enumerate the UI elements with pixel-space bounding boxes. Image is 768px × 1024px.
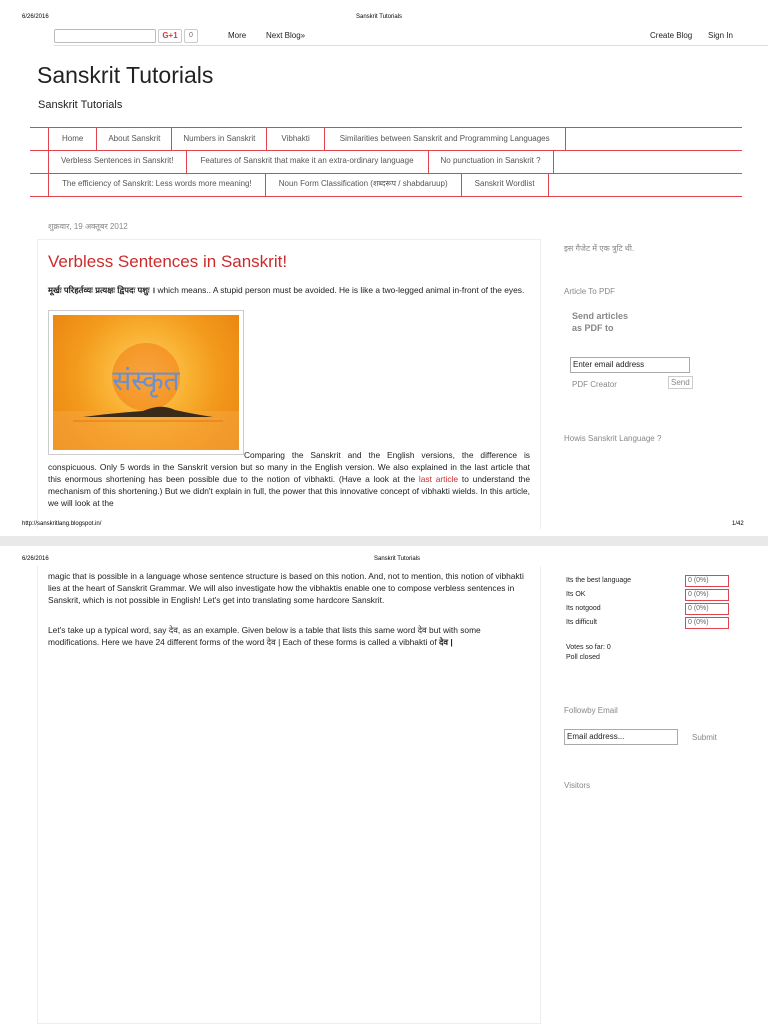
tab-features[interactable]: Features of Sanskrit that make it an extra-ordinary language — [186, 150, 428, 173]
poll-heading: Howis Sanskrit Language ? — [564, 434, 662, 443]
tab-noun-form[interactable]: Noun Form Classification (शब्दरूप / shabdaruup) — [265, 173, 461, 196]
more-link[interactable]: More — [228, 31, 247, 40]
tab-home[interactable]: Home — [48, 128, 96, 150]
poll-option-bar[interactable]: 0 (0%) — [685, 603, 729, 615]
page-footer-number: 1/42 — [732, 521, 744, 527]
poll-closed: Poll closed — [566, 654, 600, 661]
pdf-line-1: Send articles — [572, 311, 629, 321]
post-paragraph-1 — [48, 449, 530, 513]
para3-deva: देव | — [438, 637, 453, 647]
visitors-heading: Visitors — [564, 781, 591, 790]
poll-votes: Votes so far: 0 — [566, 644, 611, 651]
page-separator — [0, 536, 768, 546]
image-caption-sanskrit: संस्कृत — [112, 364, 180, 397]
sign-in-link[interactable]: Sign In — [708, 31, 733, 40]
pdf-email-input[interactable]: Enter email address — [570, 357, 690, 373]
navbar-divider — [54, 45, 768, 46]
tabs-row-3 — [48, 173, 549, 197]
follow-email-heading: Followby Email — [564, 706, 618, 715]
post-paragraph-2: magic that is possible in a language whose sentence structure is based on this notion. And, not to mention, this notion of vibhakti lies at the heart of Sanskrit Grammar. We will also investigate how the vibhaktis enable one to compose verbless sentences in Sanskrit, which is not possible in English! Let's get into translating some hardcore Sanskrit. — [48, 571, 524, 605]
post-paragraph-3 — [48, 624, 530, 648]
para1-text: Comparing the Sanskrit and the English versions, the difference is conspicuous. Only 5 words in the Sanskrit version but so many in the English version. We also explained in the last article that this enormous shortening has been possible due to the notion of vibhakti. (Have a look at the — [48, 450, 530, 484]
navbar-search-input[interactable] — [54, 29, 156, 43]
pdf-line-2: as PDF to — [572, 323, 614, 333]
gplus-button[interactable]: G+1 — [158, 29, 182, 43]
intro-translation: which means.. A stupid person must be avoided. He is like a two-legged animal in-front of the eyes. — [155, 285, 525, 295]
follow-submit-button[interactable]: Submit — [692, 733, 717, 742]
tab-about-sanskrit[interactable]: About Sanskrit — [96, 128, 171, 150]
poll-option-bar[interactable]: 0 (0%) — [685, 589, 729, 601]
article-pdf-heading: Article To PDF — [564, 287, 615, 296]
poll-option-label: Its OK — [566, 591, 586, 598]
tabs-row-2 — [48, 150, 554, 174]
para1-after: to understand the mechanism of this shortening.) But we didn't explain in full, the power that this innovative concept of vibhakti wields. In this article, we will look at the — [48, 474, 530, 508]
blog-title[interactable]: Sanskrit Tutorials — [37, 62, 214, 88]
page-header-date: 6/26/2016 — [22, 14, 49, 20]
follow-email-input[interactable]: Email address... — [564, 729, 678, 745]
poll-option-bar[interactable]: 0 (0%) — [685, 617, 729, 629]
pdf-send-button[interactable]: Send — [668, 376, 693, 389]
pdf-creator-link[interactable]: PDF Creator — [572, 380, 617, 389]
sanskrit-image — [48, 310, 244, 455]
poll-option-label: Its the best language — [566, 577, 631, 584]
post-date: शुक्रवार, 19 अक्तूबर 2012 — [48, 222, 128, 231]
tab-no-punctuation[interactable]: No punctuation in Sanskrit ? — [428, 150, 554, 173]
post-title[interactable]: Verbless Sentences in Sanskrit! — [48, 252, 288, 271]
blog-description: Sanskrit Tutorials — [38, 99, 123, 111]
last-article-link[interactable]: last article — [418, 474, 459, 484]
page-footer-url: http://sanskritlang.blogspot.in/ — [22, 521, 102, 527]
intro-sanskrit-quote: मूर्खः परिहर्तव्यः प्रत्यक्षः द्विपदः पशुः । — [48, 285, 156, 295]
poll-option-bar[interactable]: 0 (0%) — [685, 575, 729, 587]
para3-text: Let's take up a typical word, say देव, as an example. Given below is a table that lists this same word देव but with some modifications. Here we have 24 different forms of the word देव | Each of these forms is called a vibhakti of — [48, 625, 481, 647]
tab-verbless[interactable]: Verbless Sentences in Sanskrit! — [48, 150, 186, 173]
tab-wordlist[interactable]: Sanskrit Wordlist — [461, 173, 549, 196]
page-header-title: Sanskrit Tutorials — [356, 14, 403, 20]
post-intro — [48, 284, 530, 296]
poll-option-label: Its notgood — [566, 605, 601, 612]
tab-numbers[interactable]: Numbers in Sanskrit — [171, 128, 266, 150]
next-blog-link[interactable]: Next Blog» — [266, 31, 306, 40]
page2-header-date: 6/26/2016 — [22, 556, 49, 562]
tab-vibhakti[interactable]: Vibhakti — [266, 128, 323, 150]
tabs-row-1 — [48, 127, 566, 151]
poll-option-label: Its difficult — [566, 619, 597, 626]
gplus-count: 0 — [184, 29, 198, 43]
page2-header-title: Sanskrit Tutorials — [374, 556, 421, 562]
gadget-error-text: इस गैजेट में एक त्रुटि थी. — [564, 244, 635, 253]
tab-similarities[interactable]: Similarities between Sanskrit and Programming Languages — [324, 128, 566, 150]
tab-line-bottom — [30, 196, 742, 197]
create-blog-link[interactable]: Create Blog — [650, 31, 693, 40]
tab-efficiency[interactable]: The efficiency of Sanskrit: Less words more meaning! — [48, 173, 265, 196]
